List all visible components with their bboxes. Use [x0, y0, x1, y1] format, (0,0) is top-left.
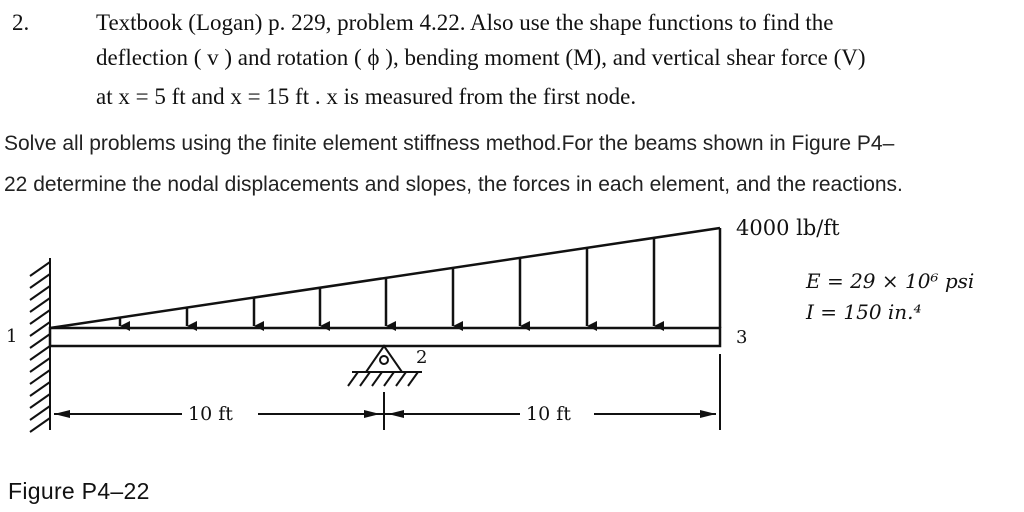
problem-statement-line-2: deflection ( v ) and rotation ( ϕ ), bending moment (M), and vertical shear force (V) — [96, 45, 866, 70]
beam-body — [50, 328, 720, 346]
span-label-right: 10 ft — [526, 403, 571, 425]
instruction-line-2: 22 determine the nodal displacements and slopes, the forces in each element, and the reactions. — [4, 173, 903, 196]
problem-statement-line-3: at x = 5 ft and x = 15 ft . x is measured from the first node. — [96, 84, 637, 109]
pin-hatching — [348, 372, 418, 386]
problem-statement-line-1: Textbook (Logan) p. 229, problem 4.22. Also use the shape functions to find the — [96, 10, 834, 35]
distributed-load — [50, 228, 720, 328]
inertia-label: I = 150 in.⁴ — [806, 300, 922, 324]
wall-hatching — [30, 262, 50, 432]
fixed-support — [30, 258, 50, 432]
modulus-label: E = 29 × 10⁶ psi — [806, 269, 975, 293]
node-label-2: 2 — [416, 347, 428, 368]
node-label-1: 1 — [6, 326, 18, 347]
instruction-line-1: Solve all problems using the finite element stiffness method.For the beams shown in Figure P4– — [4, 132, 895, 155]
load-slope-line — [50, 228, 720, 328]
span-label-left: 10 ft — [188, 403, 233, 425]
beam — [50, 328, 720, 346]
pin-triangle — [366, 346, 402, 372]
load-label: 4000 lb/ft — [736, 216, 840, 240]
pin-circle — [380, 356, 388, 364]
pin-support — [348, 346, 422, 386]
dimension-lines — [54, 354, 720, 430]
figure-caption: Figure P4–22 — [8, 478, 150, 504]
problem-number: 2. — [12, 10, 30, 35]
node-label-3: 3 — [736, 327, 748, 348]
